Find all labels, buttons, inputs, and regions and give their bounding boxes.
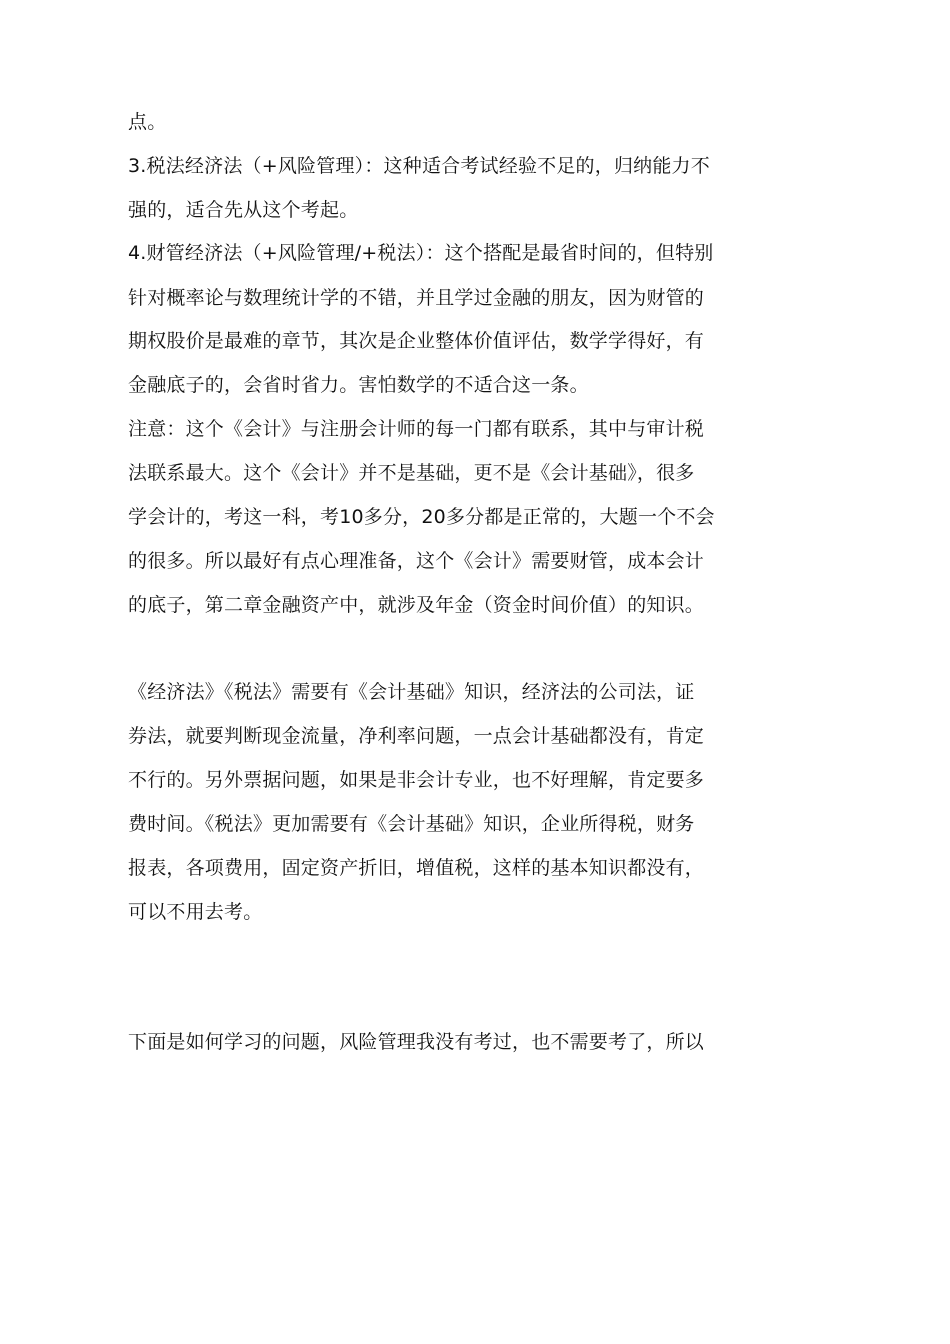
- text-line: 注意：这个《会计》与注册会计师的每一门都有联系，其中与审计税: [128, 418, 705, 440]
- text-line: 券法，就要判断现金流量，净利率问题，一点会计基础都没有，肯定: [128, 725, 705, 747]
- text-line: 金融底子的，会省时省力。害怕数学的不适合这一条。: [128, 374, 589, 396]
- text-line: 强的，适合先从这个考起。: [128, 199, 359, 221]
- text-line: 4.财管经济法（+风险管理/+税法）：这个搭配是最省时间的，但特别: [128, 242, 714, 264]
- text-line: 的底子，第二章金融资产中，就涉及年金（资金时间价值）的知识。: [128, 594, 705, 616]
- text-line: 可以不用去考。: [128, 901, 263, 923]
- text-line: 下面是如何学习的问题，风险管理我没有考过，也不需要考了，所以: [128, 1031, 705, 1053]
- text-line: 期权股价是最难的章节，其次是企业整体价值评估，数学学得好，有: [128, 330, 705, 352]
- text-line: 点。: [128, 111, 167, 133]
- text-line: 针对概率论与数理统计学的不错，并且学过金融的朋友，因为财管的: [128, 287, 705, 309]
- text-line: 的很多。所以最好有点心理准备，这个《会计》需要财管，成本会计: [128, 550, 705, 572]
- text-line: 法联系最大。这个《会计》并不是基础，更不是《会计基础》，很多: [128, 462, 695, 484]
- text-line: 费时间。《税法》更加需要有《会计基础》知识，企业所得税，财务: [128, 813, 695, 835]
- text-line: 3.税法经济法（+风险管理）：这种适合考试经验不足的，归纳能力不: [128, 155, 710, 177]
- text-line: 《经济法》《税法》需要有《会计基础》知识，经济法的公司法，证: [128, 681, 695, 703]
- text-line: 不行的。另外票据问题，如果是非会计专业，也不好理解，肯定要多: [128, 769, 705, 791]
- text-line: 学会计的，考这一科，考10多分，20多分都是正常的，大题一个不会: [128, 506, 715, 528]
- text-line: 报表，各项费用，固定资产折旧，增值税，这样的基本知识都没有，: [128, 857, 705, 879]
